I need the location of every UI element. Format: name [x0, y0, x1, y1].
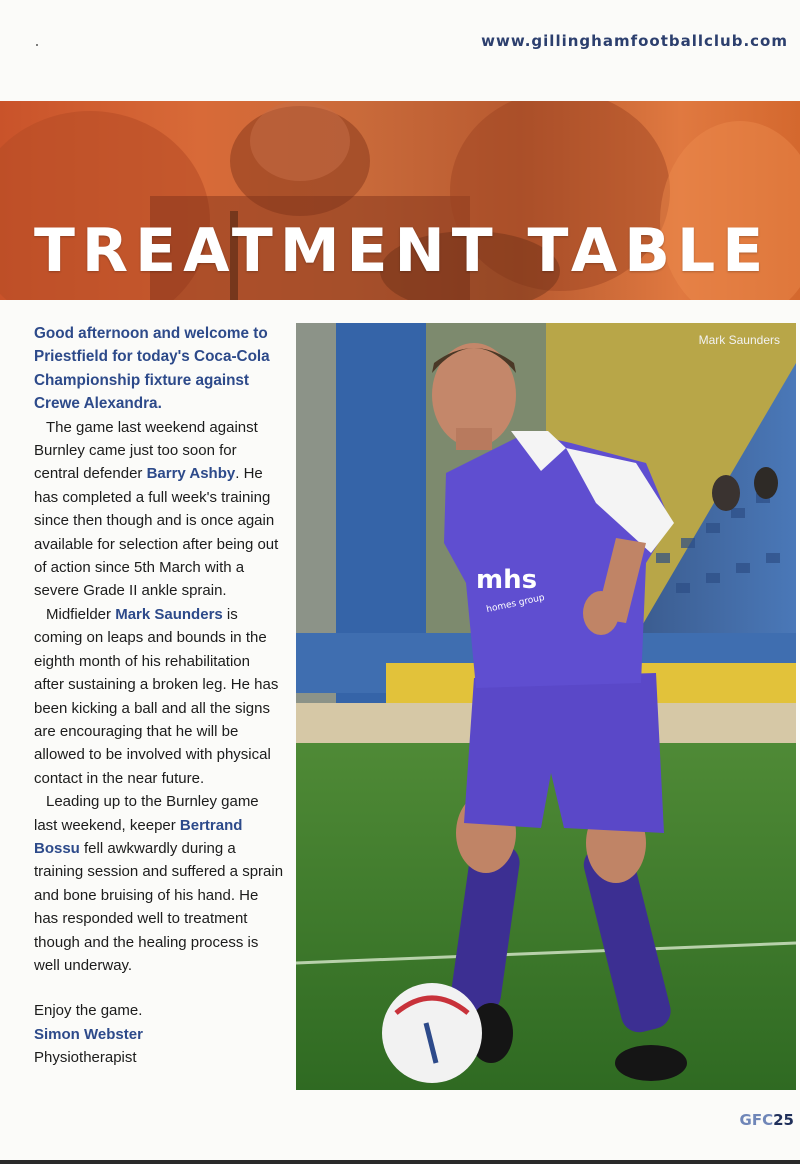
- text-run: . He has completed a full week's training since then though and is once again available for selection after being out of action since 5th March with a severe Grade II ankle sprain.: [34, 465, 279, 600]
- text-run: The game last weekend against Burnley came just too soon for central defender: [34, 418, 258, 483]
- page-number-value: 25: [773, 1111, 794, 1129]
- page-prefix: GFC: [739, 1111, 774, 1129]
- page-number: [740, 1111, 794, 1129]
- player-name-bertrand-bossu: Bertrand Bossu: [34, 816, 243, 857]
- closing-line: Enjoy the game.: [34, 1002, 143, 1020]
- intro-paragraph: Good afternoon and welcome to Priestfield for today's Coca-Cola Championship fixture against Crewe Alexandra.: [34, 325, 270, 413]
- text-run: fell awkwardly during a training session and suffered a sprain and bone bruising of his hand. He has responded well to treatment though and the healing process is well underway.: [34, 839, 284, 974]
- author-role: Physiotherapist: [34, 1049, 137, 1067]
- bottom-edge: [0, 1160, 800, 1164]
- player-name-barry-ashby: Barry Ashby: [146, 465, 236, 483]
- shirt-sponsor-subtext: homes group: [485, 592, 546, 616]
- title-banner: [0, 101, 800, 300]
- print-speck: [36, 44, 38, 46]
- page-title: TREATMENT TABLE: [34, 216, 771, 286]
- author-name: Simon Webster: [34, 1025, 143, 1043]
- paragraph-barry-ashby: [34, 416, 284, 603]
- text-run: Leading up to the Burnley game last weekend, keeper: [34, 793, 259, 834]
- photo-caption: Mark Saunders: [698, 333, 780, 347]
- article-body: [34, 322, 284, 1070]
- player-name-mark-saunders: Mark Saunders: [115, 605, 223, 623]
- paragraph-mark-saunders: [34, 603, 284, 790]
- paragraph-bertrand-bossu: [34, 790, 284, 977]
- player-photo: [296, 323, 796, 1090]
- text-run: is coming on leaps and bounds in the eighth month of his rehabilitation after sustaining a broken leg. He has been kicking a ball and all the signs are encouraging that he will be allowed to be involved with physical contact in the near future.: [34, 605, 279, 787]
- shirt-sponsor-text: mhs: [476, 565, 538, 595]
- website-url: www.gillinghamfootballclub.com: [481, 32, 788, 50]
- player-illustration: [296, 323, 796, 1090]
- signoff: [34, 999, 284, 1069]
- text-run: Midfielder: [46, 605, 116, 623]
